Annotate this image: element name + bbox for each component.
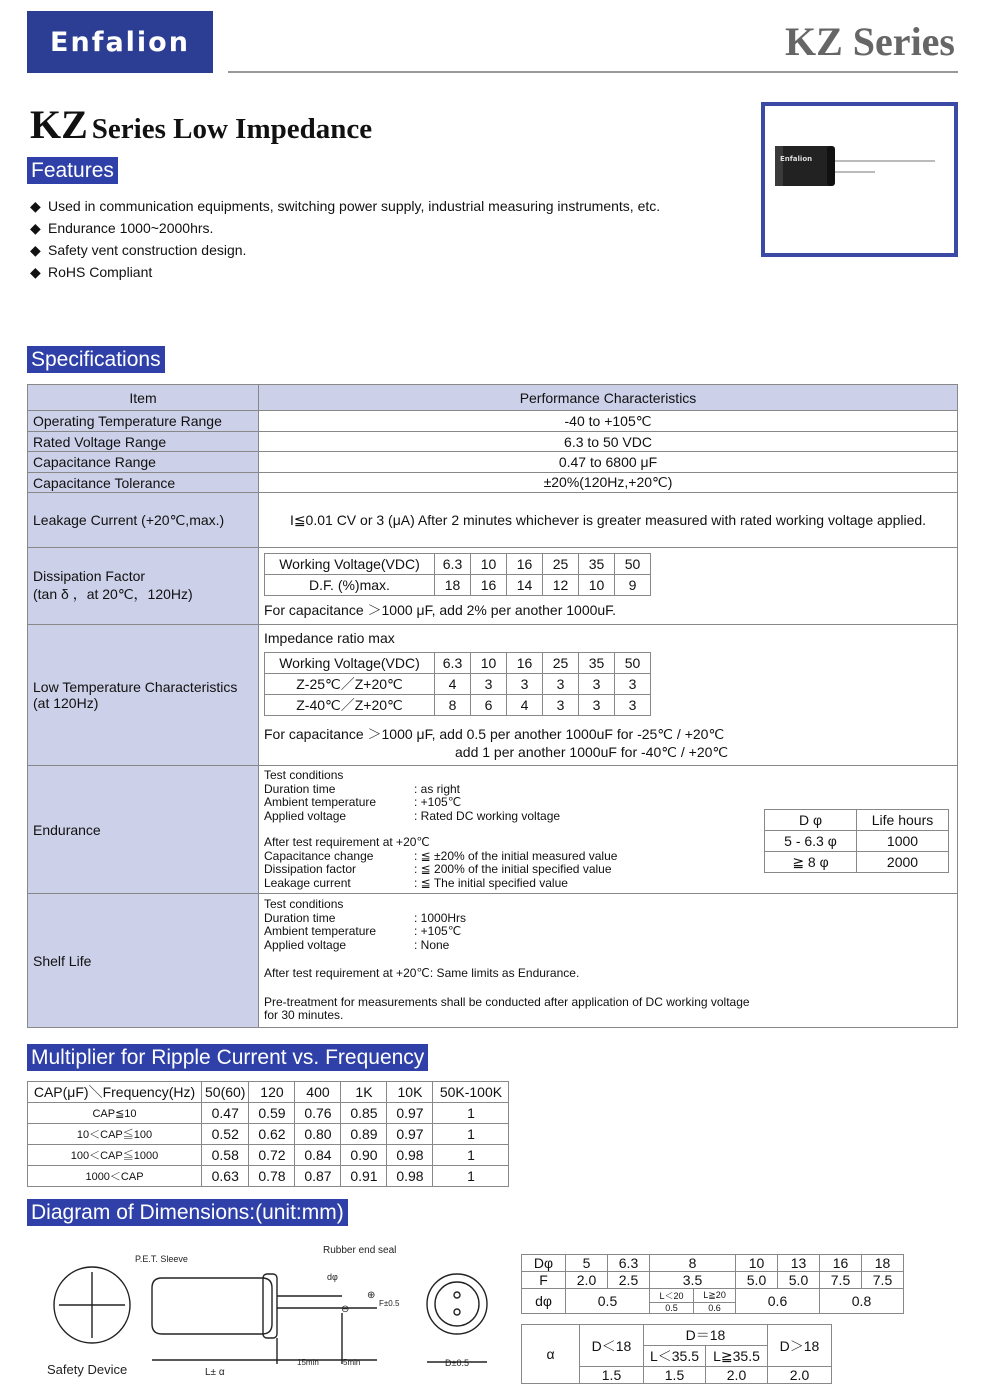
endurance-row: Endurance Test conditions Duration time : as right Ambient temperature : +105℃ Applied voltage : Rated DC working voltage After test requirement at +20℃ Capacitance change : ≦ ±20% of the initial measured value Dissipation factor : ≦ 200% of the initial specified value Leakage current : ≦ The initial specified value D φ Life hours 5 - 6.3 φ 1000 ≧ 8 φ 2000 xyxy=(28,766,958,894)
specifications-heading: Specifications xyxy=(27,346,165,373)
table-row: CAP≦10 0.47 0.59 0.76 0.85 0.97 1 xyxy=(28,1103,509,1124)
table-row: Dφ 5 6.3 8 10 13 16 18 xyxy=(522,1255,904,1272)
pitch-label: F±0.5 xyxy=(379,1299,400,1308)
rubber-seal-label: Rubber end seal xyxy=(323,1245,397,1256)
table-row: 10＜CAP≦100 0.52 0.62 0.80 0.89 0.97 1 xyxy=(28,1124,509,1145)
ripple-table xyxy=(27,1081,509,1187)
minus-icon: ⊖ xyxy=(341,1304,350,1315)
features-heading: Features xyxy=(27,157,118,184)
features-list xyxy=(30,195,660,283)
dimensions-table xyxy=(521,1254,904,1314)
spec-head-performance: Performance Characteristics xyxy=(259,385,958,411)
table-row: 100＜CAP≦1000 0.58 0.72 0.84 0.90 0.98 1 xyxy=(28,1145,509,1166)
title-series: KZ xyxy=(30,102,88,147)
title-rest: Series Low Impedance xyxy=(91,113,373,145)
feature-item: ◆ Endurance 1000~2000hrs. xyxy=(30,220,214,236)
feature-item: ◆ RoHS Compliant xyxy=(30,264,153,280)
dimensions-heading: Diagram of Dimensions:(unit:mm) xyxy=(27,1199,348,1226)
feature-item: ◆ Used in communication equipments, switching power supply, industrial measuring instruments, etc. xyxy=(30,198,661,214)
table-row: Capacitance Range 0.47 to 6800 μF xyxy=(28,452,958,473)
low-temp-row: Low Temperature Characteristics (at 120Hz) Impedance ratio max Working Voltage(VDC) 6.3 10 16 25 35 50 Z-25℃／Z+20℃ 4 3 3 3 3 3 Z-40℃／Z+20℃ 8 6 4 3 3 3 For capacitance ＞1000 μF, add 0.5 per another 1000uF for -25℃ / +20℃ add 1 per another 1000uF for -40℃ / +20℃ xyxy=(28,625,958,766)
brand-logo: Enfalion xyxy=(27,11,213,73)
diameter-label: D±0.5 xyxy=(445,1358,469,1368)
dimension-drawing xyxy=(27,1238,507,1388)
df-table: Working Voltage(VDC) 6.3 10 16 25 35 50 D.F. (%)max. 18 16 14 12 10 9 xyxy=(264,553,651,596)
df-note: For capacitance ＞1000 μF, add 2% per another 1000uF. xyxy=(264,601,617,618)
alpha-table xyxy=(521,1324,832,1384)
impedance-table: Working Voltage(VDC) 6.3 10 16 25 35 50 Z-25℃／Z+20℃ 4 3 3 3 3 3 Z-40℃／Z+20℃ 8 6 4 3 3 3 xyxy=(264,652,651,716)
table-row: Operating Temperature Range -40 to +105℃ xyxy=(28,411,958,432)
life-hours-table: D φ Life hours 5 - 6.3 φ 1000 ≧ 8 φ 2000 xyxy=(764,809,949,873)
specifications-table xyxy=(27,384,958,1028)
shelf-life-row: Shelf Life Test conditions Duration time : 1000Hrs Ambient temperature : +105℃ Applied voltage : None After test requirement at +20℃: Same limits as Endurance. Pre-treatment for measurements shall be conducted after application of DC working voltage for 30 minutes. xyxy=(28,894,958,1028)
lead-diameter-label: dφ xyxy=(327,1272,338,1282)
table-row: CAP(μF)＼Frequency(Hz) 50(60) 120 400 1K 10K 50K-100K xyxy=(28,1082,509,1103)
length-label: L± α xyxy=(205,1367,225,1378)
table-row: α D＜18 D＝18 D＞18 xyxy=(522,1325,832,1346)
ripple-heading: Multiplier for Ripple Current vs. Frequency xyxy=(27,1044,428,1071)
feature-item: ◆ Safety vent construction design. xyxy=(30,242,247,258)
header-divider xyxy=(228,71,958,73)
table-row: Capacitance Tolerance ±20%(120Hz,+20℃) xyxy=(28,473,958,493)
series-header: KZ Series xyxy=(785,19,955,64)
dim-5min-label: 5min xyxy=(343,1358,361,1367)
pet-sleeve-label: P.E.T. Sleeve xyxy=(135,1254,188,1264)
table-row: 0.5 0.6 xyxy=(522,1303,904,1314)
table-row: 1.5 1.5 2.0 2.0 xyxy=(522,1367,832,1384)
safety-device-label: Safety Device xyxy=(47,1362,128,1377)
endurance-conditions: Test conditions Duration time : as right Ambient temperature : +105℃ Applied voltage : Rated DC working voltage After test requirement at +20℃ Capacitance change : ≦ ±20% of the initial measured value Dissipation factor : ≦ 200% of the initial specified value Leakage current : ≦ The initial specified value xyxy=(264,768,618,890)
shelf-conditions: Test conditions Duration time : 1000Hrs Ambient temperature : +105℃ Applied voltage : None After test requirement at +20℃: Same limits as Endurance. Pre-treatment for measurements shall be conducted after application of DC working voltage for 30 minutes. xyxy=(264,897,750,1023)
page-title xyxy=(30,101,372,148)
table-row: Rated Voltage Range 6.3 to 50 VDC xyxy=(28,432,958,452)
photo-brand-text: Enfalion xyxy=(780,155,813,163)
table-row: Leakage Current (+20℃,max.) I≦0.01 CV or 3 (μA) After 2 minutes whichever is greater measured with rated working voltage applied. xyxy=(28,493,958,548)
table-row: dφ 0.5 L＜20 L≧20 0.6 0.8 xyxy=(522,1289,904,1303)
table-row: L＜35.5 L≧35.5 xyxy=(522,1346,832,1367)
table-row: 1000＜CAP 0.63 0.78 0.87 0.91 0.98 1 xyxy=(28,1166,509,1187)
dissipation-factor-row: Dissipation Factor (tan δ ，at 20℃，120Hz) Working Voltage(VDC) 6.3 10 16 25 35 50 D.F. (%)max. 18 16 14 12 10 9 For capacitance ＞1000 μF, add 2% per another 1000uF. xyxy=(28,548,958,625)
product-photo xyxy=(761,102,958,257)
table-row: F 2.0 2.5 3.5 5.0 5.0 7.5 7.5 xyxy=(522,1272,904,1289)
dim-15min-label: 15min xyxy=(297,1358,319,1367)
plus-icon: ⊕ xyxy=(367,1290,376,1301)
spec-head-item: Item xyxy=(28,385,259,411)
